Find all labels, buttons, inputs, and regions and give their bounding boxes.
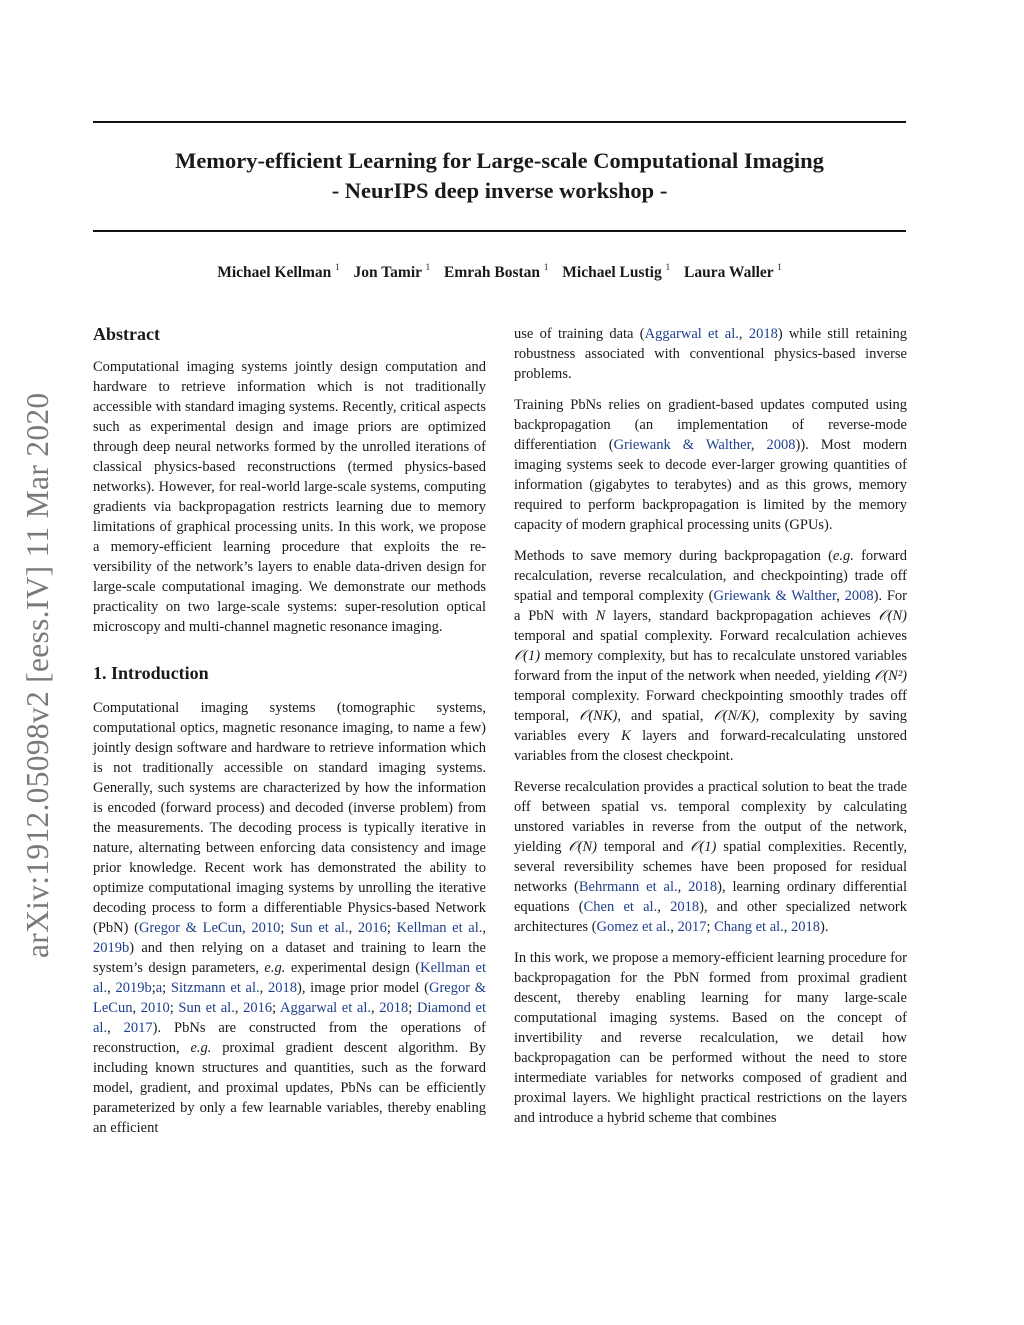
citation-link[interactable]: Griewank & Walther bbox=[713, 588, 837, 604]
citation-link[interactable]: Diamond et al. bbox=[93, 1000, 487, 1036]
arxiv-identifier: arXiv:1912.05098v2 [eess.IV] 11 Mar 2020 bbox=[20, 392, 55, 958]
citation-link[interactable]: 2018 bbox=[748, 326, 778, 342]
citation-link[interactable]: 2018 bbox=[670, 899, 700, 915]
paper-title bbox=[93, 146, 906, 206]
citation-link[interactable]: Kellman et al. bbox=[396, 920, 483, 936]
paragraph-reverse-recalculation: Reverse recalculation provides a practical solution to beat the trade off between spatial vs. temporal complexity by calculating unstored variables in reverse from the output of the network, yielding 𝒪(N) temporal and 𝒪(1) spatial complexities. Recently, several reversibility schemes have been proposed for residual networks (Behrmann et al., 2018), learning ordinary differential equations (Chen et al., 2018), and other specialized network architectures (Gomez et al., 2017; Chang et al., 2018). bbox=[514, 779, 908, 935]
math-expression: 𝒪(1) bbox=[514, 648, 541, 664]
author: Jon Tamir $^1$ bbox=[353, 262, 431, 282]
paragraph-training-data: use of training data (Aggarwal et al., 2018) while still retaining robustness associated with conventional physics-based inverse problems. bbox=[514, 326, 907, 382]
citation-link[interactable]: 2018 bbox=[791, 919, 821, 935]
math-expression: 𝒪(NK) bbox=[579, 708, 618, 724]
paragraph-training-pbns: Training PbNs relies on gradient-based updates computed using backpropagation (an implementation of reverse-mode differentiation (Griewank & Walther, 2008)). Most modern imaging systems seek to decode ever-larger growing quantities of information (gigabytes to terabytes) and as this grows, memory required to perform backpropagation is limited by the memory capacity of modern graphical processing units (GPUs). bbox=[514, 397, 907, 533]
citation-link[interactable]: Behrmann et al. bbox=[578, 879, 678, 895]
citation-link[interactable]: Sun et al. bbox=[178, 1000, 235, 1016]
left-column bbox=[93, 322, 486, 1138]
intro-paragraph: Computational imaging systems (tomographic systems, computational optics, magnetic resonance imaging, to name a few) jointly design software and hardware to retrieve information which is not traditionally accessible on standard imaging systems. Generally, such systems are characterized by how the information is encoded (forward process) and decoded (inverse problem) from the measurements. The decoding process is typically iterative in nature, alternating between enforcing data consistency and image prior knowledge. Recent work has demonstrated the ability to optimize computational imaging systems by unrolling the iterative decoding process to form a differentiable Physics-based Network (PbN) (Gregor & LeCun, 2010; Sun et al., 2016; Kellman et al., 2019b) and then relying on a dataset and training to learn the system’s design parameters, e.g. experimental design (Kellman et al., 2019b;a; Sitzmann et al., 2018), image prior model (Gregor & LeCun, 2010; Sun et al., 2016; Aggarwal et al., 2018; Diamond et al., 2017). PbNs are constructed from the operations of reconstruction, e.g. proximal gradient descent algorithm. By including known structures and quantities, such as the forward model, gradient, and proximal updates, PbNs can be efficiently parameterized by only a few learnable variables, thereby enabling an efficient bbox=[93, 700, 487, 1136]
citation-link[interactable]: Chang et al. bbox=[714, 919, 784, 935]
citation-link[interactable]: 2008 bbox=[766, 437, 796, 453]
citation-link[interactable]: 2018 bbox=[688, 879, 718, 895]
title-bottom-rule bbox=[93, 230, 906, 232]
math-expression: 𝒪(N) bbox=[568, 839, 597, 855]
citation-link[interactable]: 2018 bbox=[268, 980, 297, 996]
introduction-heading: 1. Introduction bbox=[93, 663, 209, 683]
citation-link[interactable]: Aggarwal et al. bbox=[644, 326, 739, 342]
citation-link[interactable]: a bbox=[155, 980, 163, 996]
paragraph-memory-methods: Methods to save memory during backpropagation (e.g. forward recalculation, reverse recalculation, and checkpointing) trade off spatial and temporal complexity (Griewank & Walther, 2008). For a PbN with N layers, standard backpropagation achieves 𝒪(N) temporal and spatial complexity. Forward recalculation achieves 𝒪(1) memory complexity, but has to recalculate unstored variables forward from the input of the network when needed, yielding 𝒪(N²) temporal complexity. Forward checkpointing smoothly trades off temporal, 𝒪(NK), and spatial, 𝒪(N/K), complexity by saving variables every K layers and forward-recalculating unstored variables from the closest checkpoint. bbox=[514, 548, 908, 764]
math-expression: 𝒪(N) bbox=[878, 608, 907, 624]
citation-link[interactable]: 2010 bbox=[251, 920, 281, 936]
abstract-text: Computational imaging systems jointly design computation and hardware to retrieve information which is not traditionally accessible with standard imaging systems. Recently, critical aspects such as experimental design and image priors are optimized through deep neural networks formed by the unrolled iterations of classical physics-based reconstructions (termed physics-based networks). However, for real-world large-scale systems, computing gradients via backpropagation restricts learning due to memory limitations of graphical processing units. In this work, we propose a memory-efficient learning procedure that exploits the reversibility of the network’s layers to enable data-driven design for large-scale computational imaging. We demonstrate our methods practicality on two large-scale systems: super-resolution optical microscopy and multi-channel magnetic resonance imaging. bbox=[93, 359, 486, 635]
author: Emrah Bostan $^1$ bbox=[443, 262, 549, 282]
title-top-rule bbox=[93, 121, 906, 123]
paragraph-this-work: In this work, we propose a memory-efficient learning procedure for backpropagation for the PbN formed from proximal gradient descent, thereby enabling learning for many large-scale computational imaging systems. Based on the concept of invertibility and reverse recalculation, we detail how backpropagation can be performed without the need to store intermediate variables for networks composed of gradient and proximal layers. We highlight practical restrictions on the layers and introduce a hybrid scheme that combines bbox=[514, 950, 907, 1126]
author-list bbox=[93, 263, 906, 282]
right-column bbox=[514, 324, 907, 1139]
abstract-heading: Abstract bbox=[93, 324, 160, 344]
citation-link[interactable]: Gomez et al. bbox=[596, 919, 671, 935]
citation-link[interactable]: Sitzmann et al. bbox=[170, 980, 260, 996]
citation-link[interactable]: Sun et al. bbox=[290, 920, 349, 936]
author: Michael Lustig $^1$ bbox=[562, 262, 671, 282]
math-expression: 𝒪(N²) bbox=[874, 668, 907, 684]
citation-link[interactable]: 2008 bbox=[844, 588, 874, 604]
citation-link[interactable]: 2010 bbox=[140, 1000, 170, 1016]
author: Laura Waller $^1$ bbox=[683, 262, 782, 282]
math-expression: 𝒪(1) bbox=[690, 839, 717, 855]
citation-link[interactable]: 2019b bbox=[93, 940, 130, 956]
citation-link[interactable]: 2017 bbox=[677, 919, 707, 935]
citation-link[interactable]: Gregor & LeCun bbox=[93, 980, 487, 1016]
citation-link[interactable]: Chen et al. bbox=[583, 899, 658, 915]
citation-link[interactable]: 2018 bbox=[379, 1000, 409, 1016]
citation-link[interactable]: 2016 bbox=[243, 1000, 273, 1016]
citation-link[interactable]: 2017 bbox=[123, 1020, 153, 1036]
math-expression: 𝒪(N/K) bbox=[713, 708, 756, 724]
citation-link[interactable]: Griewank & Walther bbox=[613, 437, 751, 453]
math-expression: K bbox=[621, 728, 631, 744]
citation-link[interactable]: Gregor & LeCun bbox=[138, 920, 243, 936]
author: Michael Kellman $^1$ bbox=[217, 262, 340, 282]
title-line-2: - NeurIPS deep inverse workshop - bbox=[331, 178, 668, 203]
citation-link[interactable]: Kellman et al. bbox=[93, 960, 486, 996]
title-line-1: Memory-efficient Learning for Large-scale Computational Imaging bbox=[175, 148, 824, 173]
math-expression: N bbox=[595, 608, 606, 624]
citation-link[interactable]: 2016 bbox=[357, 920, 387, 936]
citation-link[interactable]: Aggarwal et al. bbox=[279, 1000, 371, 1016]
citation-link[interactable]: 2019b bbox=[115, 980, 152, 996]
